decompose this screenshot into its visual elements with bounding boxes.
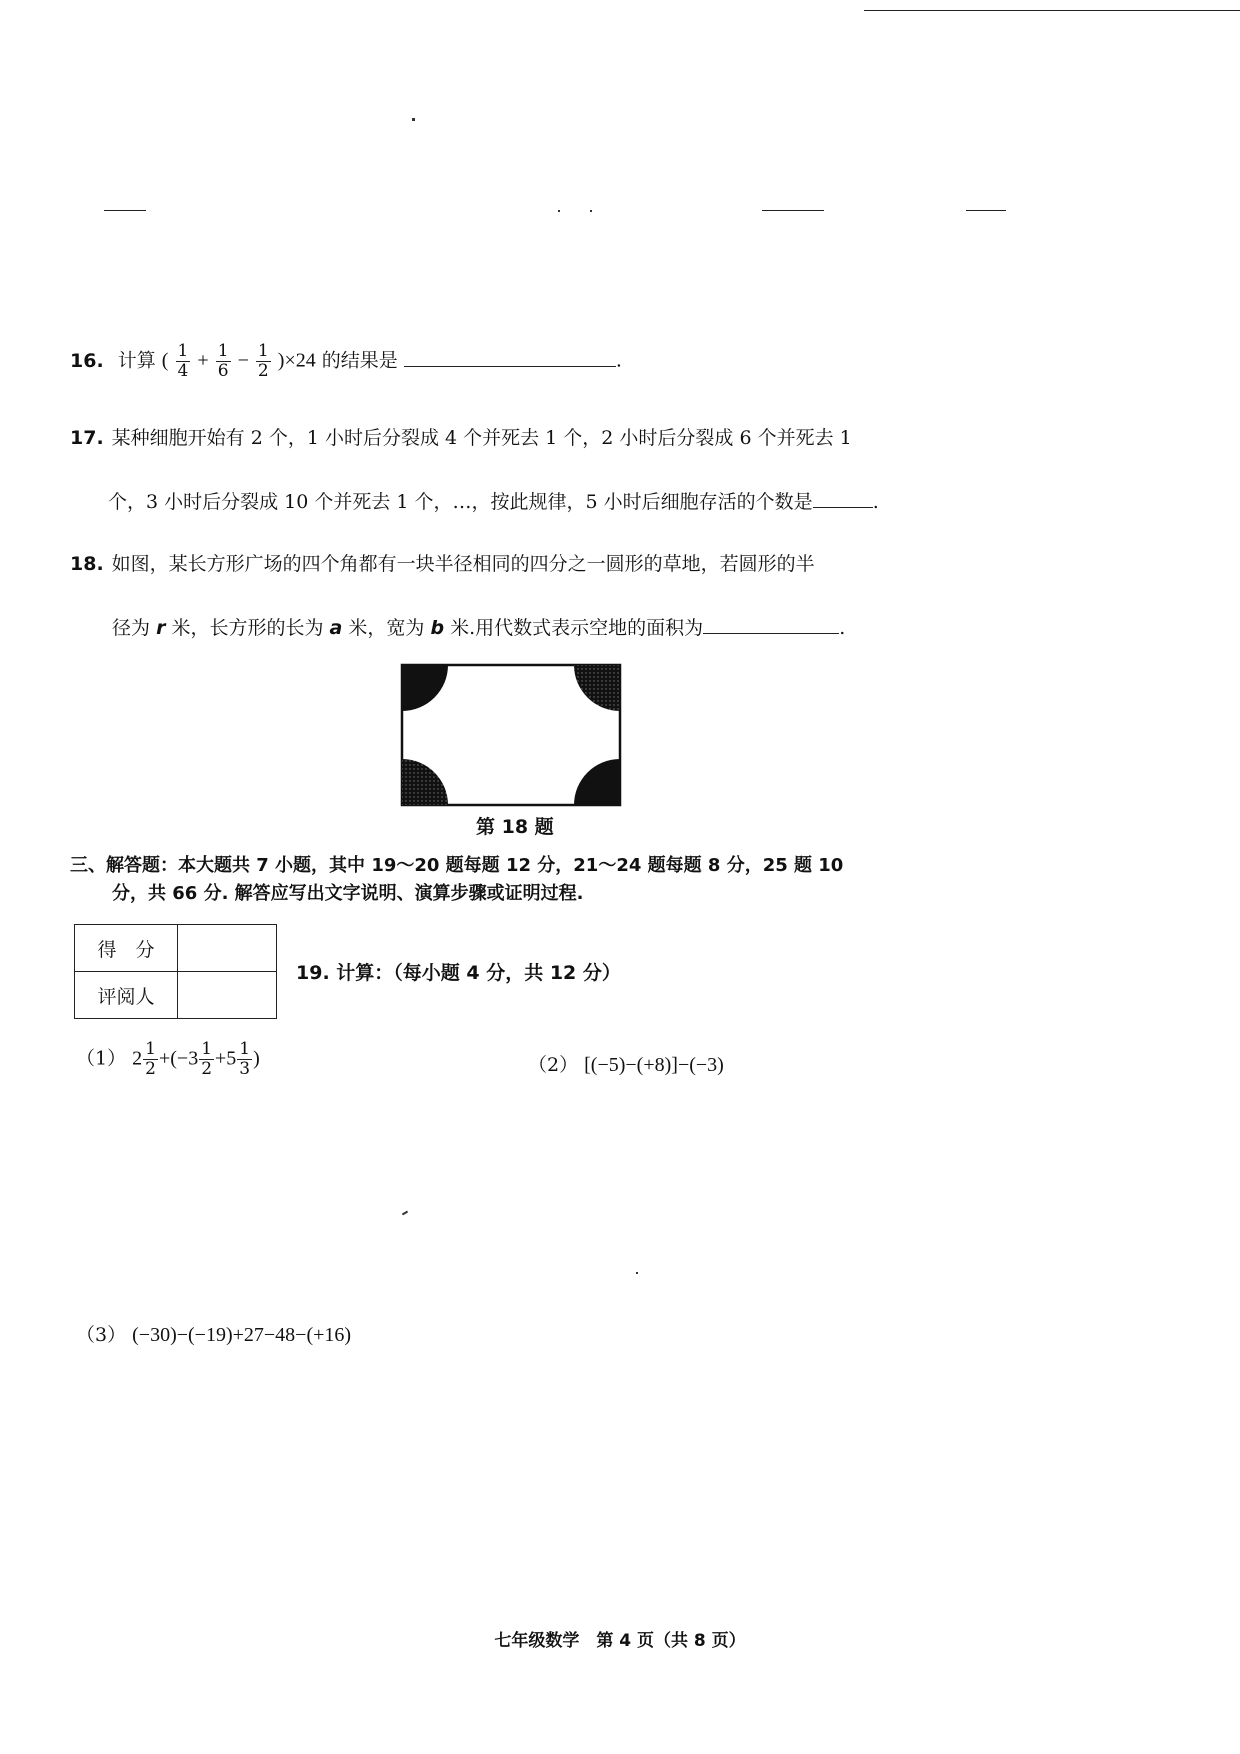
numerator: 1: [177, 341, 189, 361]
punctuation: .: [872, 491, 879, 513]
math-token: −: [237, 349, 249, 372]
figure-18-rectangle-with-quarter-circles: [400, 663, 622, 807]
question-text: 某种细胞开始有 2 个，1 小时后分裂成 4 个并死去 1 个，2 小时后分裂成 6 个并死去 1: [111, 427, 852, 449]
question-text: 径为: [112, 617, 151, 639]
fraction: [237, 1040, 252, 1079]
question-text: 如图，某长方形广场的四个角都有一块半径相同的四分之一圆形的草地，若圆形的半: [111, 553, 815, 575]
score-cell[interactable]: [178, 925, 277, 972]
section-text: 三、解答题：本大题共 7 小题，其中 19～20 题每题 12 分，21～24 题每题 8 分，25 题 10: [70, 855, 844, 876]
part-label: （1）: [76, 1047, 127, 1070]
page-footer: 七年级数学 第 4 页（共 8 页）: [494, 1631, 746, 1651]
question-19-part-2: [528, 1050, 724, 1077]
scan-mark: [402, 1211, 408, 1216]
fraction: [176, 342, 191, 381]
scan-dot: [412, 118, 415, 121]
variable-r: r: [156, 617, 166, 639]
math-token: +: [197, 349, 209, 372]
blank-mark-3: [966, 210, 1006, 211]
question-number: 18.: [70, 553, 104, 575]
question-17-line-2: [108, 488, 879, 516]
question-number: 16.: [70, 349, 104, 372]
section-text: 分，共 66 分. 解答应写出文字说明、演算步骤或证明过程.: [112, 883, 584, 904]
fraction: [199, 1040, 214, 1079]
denominator: 6: [217, 361, 229, 381]
math-token: +5: [215, 1047, 237, 1070]
question-text: 19. 计算：（每小题 4 分，共 12 分）: [296, 962, 621, 984]
denominator: 3: [239, 1059, 251, 1079]
top-rule: [864, 10, 1240, 11]
question-16: [70, 342, 622, 381]
math-token: (: [161, 349, 169, 372]
answer-blank[interactable]: [404, 348, 616, 367]
question-18: [70, 550, 815, 578]
part-label: （2）: [528, 1054, 579, 1076]
question-text: 米，宽为: [348, 617, 425, 639]
scan-dot: [636, 1272, 638, 1274]
denominator: 2: [201, 1059, 213, 1079]
reviewer-cell[interactable]: [178, 972, 277, 1019]
fraction: [216, 342, 231, 381]
part-label: （3）: [76, 1324, 127, 1346]
question-number: 17.: [70, 427, 104, 449]
punctuation: .: [615, 349, 622, 372]
section-3-header: [70, 852, 843, 908]
denominator: 2: [145, 1059, 156, 1079]
fraction: [143, 1040, 158, 1079]
scan-dot: [558, 210, 560, 212]
numerator: 1: [201, 1039, 213, 1059]
question-text: 计算: [117, 349, 156, 372]
question-text: 米，长方形的长为: [171, 617, 324, 639]
figure-caption: 第 18 题: [476, 816, 554, 838]
question-text: 个，3 小时后分裂成 10 个并死去 1 个，…，按此规律，5 小时后细胞存活的个数是: [108, 491, 813, 513]
math-token: 2: [132, 1047, 143, 1070]
score-table: [74, 924, 277, 1019]
question-19-part-1: [76, 1040, 260, 1079]
math-token: ): [253, 1047, 260, 1070]
numerator: 1: [217, 341, 229, 361]
math-expression: (−30)−(−19)+27−48−(+16): [132, 1324, 352, 1346]
blank-mark-2: [762, 210, 824, 211]
scan-dot: [590, 210, 592, 212]
punctuation: .: [839, 617, 846, 639]
numerator: 1: [257, 341, 269, 361]
question-text: 米.用代数式表示空地的面积为: [450, 617, 704, 639]
denominator: 2: [257, 361, 269, 381]
denominator: 4: [177, 361, 189, 381]
score-label: 得 分: [75, 925, 178, 972]
question-text: 的结果是: [321, 349, 398, 372]
math-expression: [(−5)−(+8)]−(−3): [584, 1054, 724, 1076]
reviewer-label: 评阅人: [75, 972, 178, 1019]
variable-a: a: [329, 617, 343, 639]
numerator: 1: [239, 1039, 251, 1059]
question-18-line-2: [112, 614, 845, 642]
math-token: +(−3: [158, 1047, 199, 1070]
answer-blank[interactable]: [703, 615, 839, 634]
question-19-part-3: [76, 1320, 351, 1347]
math-token: )×24: [277, 349, 316, 372]
blank-mark-1: [104, 210, 146, 211]
answer-blank[interactable]: [813, 489, 873, 508]
question-17: [70, 424, 852, 452]
variable-b: b: [430, 617, 445, 639]
question-19-title: [296, 958, 621, 985]
fraction: [256, 342, 271, 381]
numerator: 1: [145, 1039, 156, 1059]
